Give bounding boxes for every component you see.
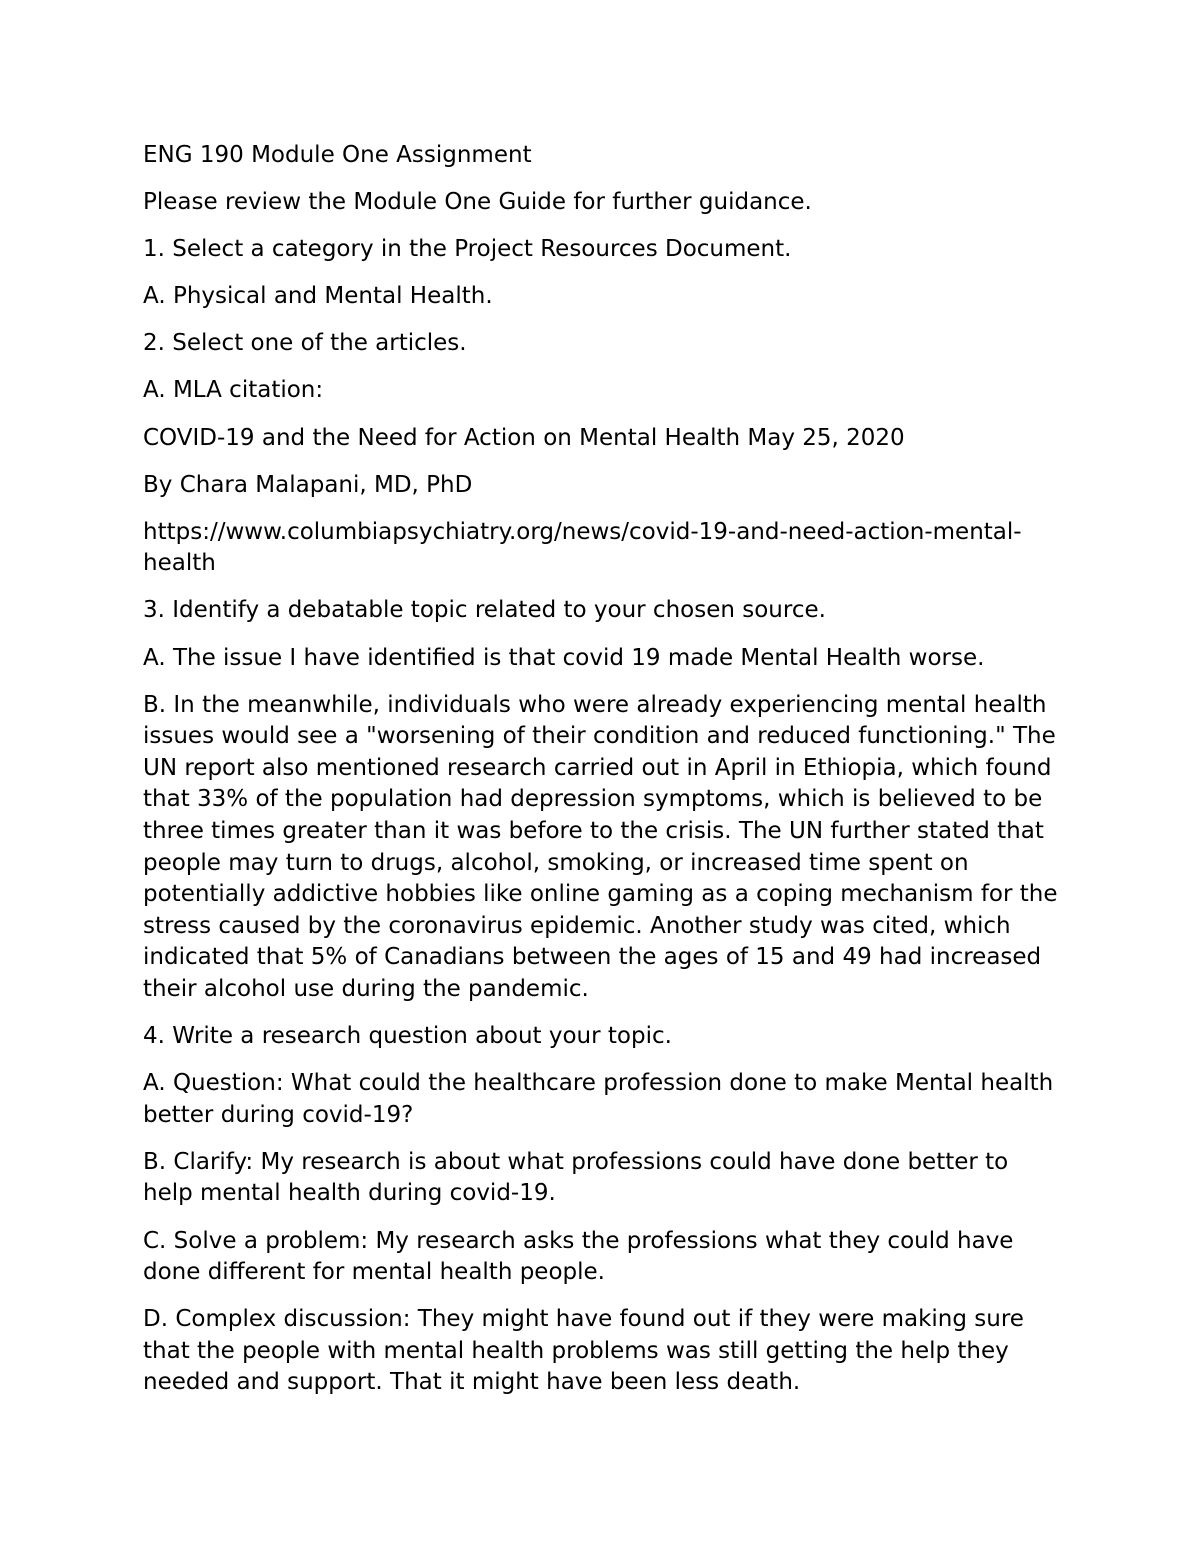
step-3-answer-a: A. The issue I have identified is that covid 19 made Mental Health worse. — [143, 644, 985, 671]
step-3: 3. Identify a debatable topic related to your chosen source. — [143, 597, 826, 624]
step-2: 2. Select one of the articles. — [143, 330, 467, 357]
step-4: 4. Write a research question about your topic. — [143, 1023, 672, 1050]
citation-title: COVID-19 and the Need for Action on Mental Health May 25, 2020 — [143, 424, 905, 451]
step-2-answer-a: A. MLA citation: — [143, 377, 324, 404]
citation-url-line-1: https://www.columbiapsychiatry.org/news/covid-19-and-need-action-mental- — [143, 518, 1022, 545]
step-4-answer-a: A. Question: What could the healthcare profession done to make Mental health better during covid-19? — [143, 1070, 1054, 1128]
document-title: ENG 190 Module One Assignment — [143, 142, 532, 168]
document-body — [143, 140, 1063, 1415]
citation-author: By Chara Malapani, MD, PhD — [143, 471, 473, 498]
step-4-answer-b: B. Clarify: My research is about what professions could have done better to help mental health during covid-19. — [143, 1148, 1009, 1207]
step-4-answer-d: D. Complex discussion: They might have found out if they were making sure that the people with mental health problems was still getting the help they needed and support. That it might have been less death. — [143, 1306, 1024, 1396]
step-1: 1. Select a category in the Project Resources Document. — [143, 236, 792, 263]
step-4-answer-c: C. Solve a problem: My research asks the professions what they could have done different for mental health people. — [143, 1227, 1014, 1286]
citation-url — [143, 517, 1063, 580]
citation-url-line-2: health — [143, 550, 216, 577]
step-3-answer-b: B. In the meanwhile, individuals who were already experiencing mental health issues would see a "worsening of their condition and reduced functioning." The UN report also mentioned research carried out in April in Ethiopia, which found that 33% of the population had depression symptoms, which is believed to be three times greater than it was before to the crisis. The UN further stated that people may turn to drugs, alcohol, smoking, or increased time spent on potentially addictive hobbies like online gaming as a coping mechanism for the stress caused by the coronavirus epidemic. Another study was cited, which indicated that 5% of Canadians between the ages of 15 and 49 had increased their alcohol use during the pandemic. — [143, 691, 1058, 1002]
intro-text: Please review the Module One Guide for further guidance. — [143, 189, 812, 216]
step-1-answer-a: A. Physical and Mental Health. — [143, 283, 493, 310]
